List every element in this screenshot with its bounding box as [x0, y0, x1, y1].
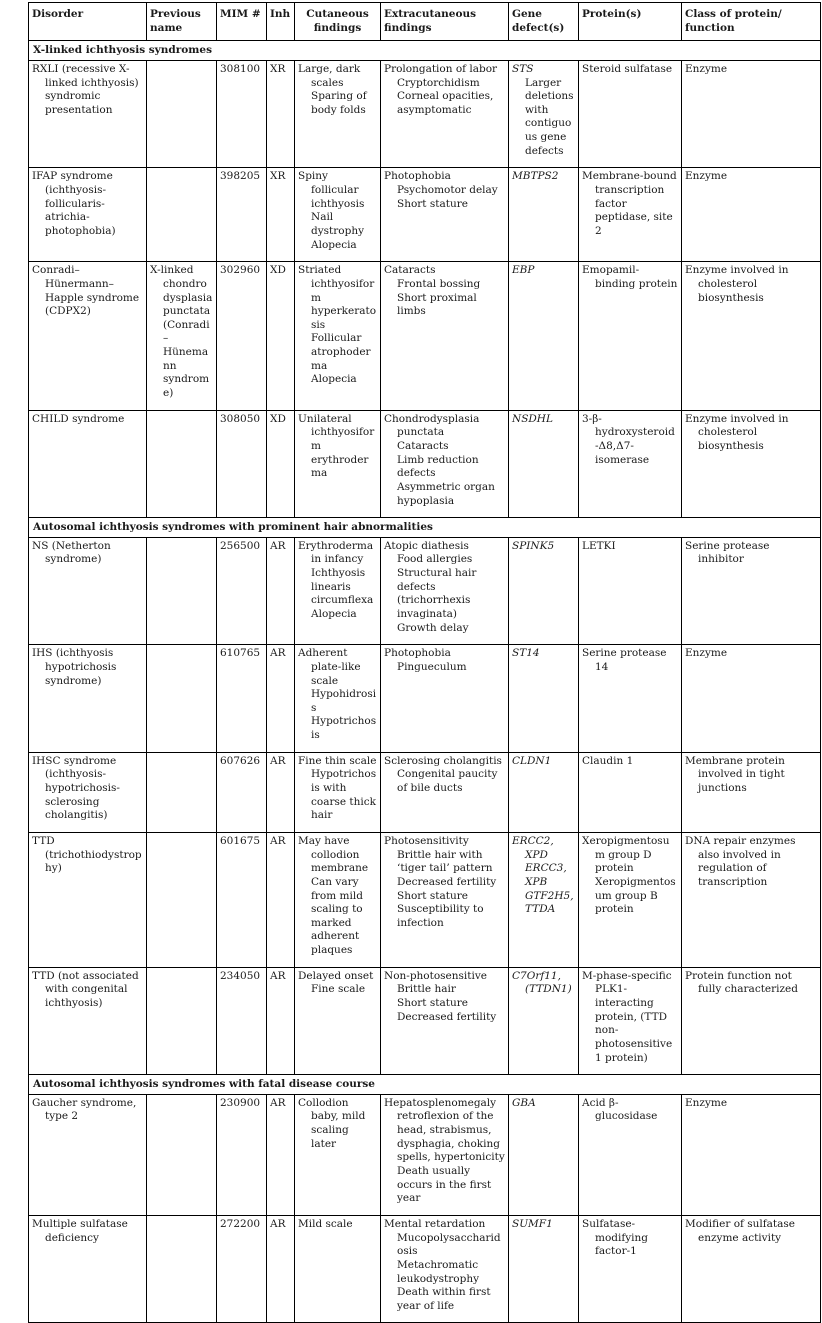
cell-disorder: [29, 262, 147, 410]
cell-cutaneous: [295, 645, 381, 752]
extracutaneous-entry: Structural hair defects (trichorrhexis invaginata): [397, 567, 477, 620]
extracutaneous-entry: Short stature: [397, 889, 468, 902]
cutaneous-entry: Collodion baby, mild scaling later: [298, 1096, 366, 1150]
cell-genes: [509, 645, 579, 752]
column-header-extracutaneous: Extracutaneous findings: [381, 3, 509, 41]
cell-inh: AR: [267, 1215, 295, 1322]
extracutaneous-entry: Asymmetric organ hypoplasia: [397, 480, 495, 507]
cell-extracutaneous: [381, 262, 509, 410]
cutaneous-entry: Fine thin scale: [298, 754, 377, 767]
column-header-disorder: Disorder: [29, 3, 147, 41]
cell-inh: AR: [267, 645, 295, 752]
disorder-entry: Conradi–Hünermann–Happle syndrome (CDPX2): [32, 264, 140, 318]
extracutaneous-entry: Hepatosplenomegaly: [384, 1096, 497, 1109]
cutaneous-entry: Alopecia: [311, 373, 357, 386]
protein_class-entry: Serine protease inhibitor: [685, 539, 770, 566]
extracutaneous-entry: Cryptorchidism: [397, 76, 480, 89]
cell-disorder: [29, 645, 147, 752]
extracutaneous-entry: Limb reduction defects: [397, 453, 479, 480]
cell-cutaneous: [295, 1215, 381, 1322]
cell-inh: XR: [267, 168, 295, 262]
section-title: X-linked ichthyosis syndromes: [29, 41, 821, 61]
extracutaneous-entry: Chondrodysplasia punctata: [384, 412, 480, 439]
cell-extracutaneous: [381, 1215, 509, 1322]
extracutaneous-entry: Short proximal limbs: [397, 291, 477, 318]
column-header-proteins: Protein(s): [579, 3, 682, 41]
cutaneous-entry: Can vary from mild scaling to marked adherent plaques: [311, 875, 363, 957]
extracutaneous-entry: Photophobia: [384, 170, 451, 183]
extracutaneous-entry: Sclerosing cholangitis: [384, 754, 502, 767]
genes-entry: ERCC2, XPD: [512, 834, 554, 861]
cell-cutaneous: [295, 262, 381, 410]
cell-mim: 256500: [217, 537, 267, 644]
cell-previous: [147, 1094, 217, 1215]
cell-genes: [509, 410, 579, 517]
cutaneous-entry: Hypotrichosis with coarse thick hair: [311, 768, 377, 822]
cell-inh: XD: [267, 262, 295, 410]
disorder-entry: TTD (trichothiodystrophy): [32, 834, 142, 875]
table-row: [29, 967, 821, 1074]
cell-protein_class: [682, 645, 821, 752]
cell-genes: [509, 967, 579, 1074]
cell-proteins: [579, 1094, 682, 1215]
proteins-entry: Emopamil-binding protein: [582, 264, 678, 290]
extracutaneous-entry: Photophobia: [384, 647, 451, 660]
proteins-entry: Steroid sulfatase: [582, 62, 673, 75]
extracutaneous-entry: Decreased fertility: [397, 875, 497, 888]
cutaneous-entry: Striated ichthyosiform hyperkeratosis: [298, 264, 377, 331]
disorder-entry: NS (Netherton syndrome): [32, 539, 111, 566]
genes-entry: STS: [512, 62, 534, 75]
table-row: [29, 645, 821, 752]
table-row: [29, 60, 821, 167]
disorder-entry: CHILD syndrome: [32, 412, 125, 425]
column-header-mim: MIM #: [217, 3, 267, 41]
extracutaneous-entry: Photosensitivity: [384, 834, 469, 847]
cell-protein_class: [682, 168, 821, 262]
cell-inh: AR: [267, 832, 295, 967]
cell-inh: XD: [267, 410, 295, 517]
cell-inh: AR: [267, 752, 295, 832]
cell-cutaneous: [295, 60, 381, 167]
disorder-entry: TTD (not associated with congenital ichthyosis): [32, 969, 139, 1009]
protein_class-entry: Enzyme: [685, 170, 728, 183]
extracutaneous-entry: Metachromatic leukodystrophy: [397, 1258, 480, 1285]
cutaneous-entry: Alopecia: [311, 238, 357, 251]
cell-genes: [509, 1215, 579, 1322]
cell-previous: [147, 262, 217, 410]
genes-entry: GBA: [512, 1096, 536, 1109]
section-header-row: [29, 1075, 821, 1095]
extracutaneous-entry: Pingueculum: [397, 660, 467, 673]
cell-inh: AR: [267, 537, 295, 644]
protein_class-entry: Enzyme involved in cholesterol biosynthesis: [685, 264, 789, 304]
disorder-entry: IFAP syndrome (ichthyosis-follicularis-atrichia-photophobia): [32, 170, 116, 237]
cutaneous-entry: Unilateral ichthyosiform erythroderma: [298, 412, 375, 480]
extracutaneous-entry: Prolongation of labor: [384, 62, 498, 75]
table-row: [29, 410, 821, 517]
cell-proteins: [579, 752, 682, 832]
proteins-entry: Claudin 1: [582, 754, 634, 767]
table-header: [29, 3, 821, 41]
protein_class-entry: Modifier of sulfatase enzyme activity: [685, 1217, 796, 1244]
extracutaneous-entry: Non-photosensitive: [384, 969, 488, 982]
cell-extracutaneous: [381, 1094, 509, 1215]
cell-mim: 234050: [217, 967, 267, 1074]
cell-inh: XR: [267, 60, 295, 167]
section-title: Autosomal ichthyosis syndromes with prominent hair abnormalities: [29, 518, 821, 538]
cutaneous-entry: Large, dark scales: [298, 62, 361, 89]
cutaneous-entry: Follicular atrophoderma: [311, 332, 371, 372]
protein_class-entry: Membrane protein involved in tight junctions: [685, 754, 785, 795]
genes-entry: C7Orf11,: [512, 969, 561, 982]
cell-mim: 601675: [217, 832, 267, 967]
proteins-entry: Serine protease 14: [582, 647, 667, 673]
cell-previous: [147, 1215, 217, 1322]
cell-proteins: [579, 645, 682, 752]
section-header-row: [29, 518, 821, 538]
cell-proteins: [579, 410, 682, 517]
cell-previous: [147, 60, 217, 167]
extracutaneous-entry: Death usually occurs in the first year: [397, 1165, 492, 1205]
extracutaneous-entry: Psychomotor delay: [397, 184, 498, 197]
cell-protein_class: [682, 262, 821, 410]
extracutaneous-entry: Frontal bossing: [397, 277, 481, 290]
cutaneous-entry: May have collodion membrane: [298, 834, 369, 875]
cell-protein_class: [682, 60, 821, 167]
cell-protein_class: [682, 537, 821, 644]
cell-cutaneous: [295, 967, 381, 1074]
proteins-entry: M-phase-specific PLK1-interacting protein, (TTD non-photosensitive 1 protein): [582, 969, 673, 1064]
cell-inh: AR: [267, 967, 295, 1074]
table-row: [29, 168, 821, 262]
cell-disorder: [29, 60, 147, 167]
protein_class-entry: Enzyme: [685, 1096, 728, 1109]
cell-extracutaneous: [381, 967, 509, 1074]
cell-genes: [509, 832, 579, 967]
cutaneous-entry: Sparing of body folds: [311, 90, 367, 116]
cell-disorder: [29, 410, 147, 517]
cell-cutaneous: [295, 752, 381, 832]
extracutaneous-entry: Death within first year of life: [397, 1286, 491, 1312]
extracutaneous-entry: retroflexion of the head, strabismus, dysphagia, choking spells, hypertonicity: [397, 1110, 505, 1164]
genes-entry: ST14: [512, 647, 540, 660]
extracutaneous-entry: Brittle hair: [397, 983, 456, 996]
cell-cutaneous: [295, 832, 381, 967]
cutaneous-entry: Alopecia: [311, 607, 357, 620]
genes-entry: CLDN1: [512, 754, 552, 767]
table-row: [29, 1094, 821, 1215]
genes-entry: SPINK5: [512, 539, 555, 552]
table-row: [29, 752, 821, 832]
cell-previous: [147, 967, 217, 1074]
genes-entry: (TTDN1): [525, 983, 572, 996]
protein_class-entry: DNA repair enzymes also involved in regulation of transcription: [685, 834, 796, 888]
column-header-previous: Previous name: [147, 3, 217, 41]
disorder-entry: IHSC syndrome (ichthyosis-hypotrichosis-sclerosing cholangitis): [32, 754, 120, 822]
cell-mim: 308050: [217, 410, 267, 517]
column-header-cutaneous: Cutaneous findings: [295, 3, 381, 41]
cutaneous-entry: Hypotrichosis: [311, 715, 377, 742]
extracutaneous-entry: Food allergies: [397, 553, 473, 566]
table-row: [29, 832, 821, 967]
cell-proteins: [579, 1215, 682, 1322]
disorder-entry: RXLI (recessive X-linked ichthyosis) syndromic presentation: [32, 62, 139, 116]
cell-mim: 308100: [217, 60, 267, 167]
cell-genes: [509, 262, 579, 410]
cell-previous: [147, 410, 217, 517]
extracutaneous-entry: Cataracts: [397, 439, 449, 452]
cell-genes: [509, 1094, 579, 1215]
cell-mim: 230900: [217, 1094, 267, 1215]
table-row: [29, 262, 821, 410]
extracutaneous-entry: Short stature: [397, 997, 468, 1009]
cell-protein_class: [682, 410, 821, 517]
cutaneous-entry: Adherent plate-like scale: [298, 647, 361, 687]
cell-disorder: [29, 1215, 147, 1322]
cell-protein_class: [682, 832, 821, 967]
cell-extracutaneous: [381, 645, 509, 752]
protein_class-entry: Enzyme: [685, 647, 728, 660]
cell-mim: 607626: [217, 752, 267, 832]
cell-proteins: [579, 168, 682, 262]
cell-proteins: [579, 262, 682, 410]
proteins-entry: Xeropigmentosum group B protein: [595, 875, 676, 916]
protein_class-entry: Enzyme: [685, 62, 728, 75]
previous-entry: X-linked chondrodysplasia punctata (Conradi–Hünemann syndrome): [150, 264, 213, 400]
column-header-genes: Gene defect(s): [509, 3, 579, 41]
cell-proteins: [579, 832, 682, 967]
cell-protein_class: [682, 1215, 821, 1322]
cell-extracutaneous: [381, 168, 509, 262]
cell-protein_class: [682, 1094, 821, 1215]
genes-entry: GTF2H5, TTDA: [525, 889, 574, 916]
cell-genes: [509, 168, 579, 262]
cell-mim: 272200: [217, 1215, 267, 1322]
cell-disorder: [29, 537, 147, 644]
genes-entry: SUMF1: [512, 1217, 553, 1230]
cell-inh: AR: [267, 1094, 295, 1215]
cutaneous-entry: Erythroderma in infancy: [298, 539, 374, 566]
protein_class-entry: Enzyme involved in cholesterol biosynthesis: [685, 412, 789, 452]
cell-protein_class: [682, 967, 821, 1074]
proteins-entry: Membrane-bound transcription factor peptidase, site 2: [582, 170, 677, 237]
extracutaneous-entry: Corneal opacities, asymptomatic: [397, 90, 494, 116]
ichthyosis-syndromes-table: [28, 2, 821, 1323]
cutaneous-entry: Nail dystrophy: [311, 211, 365, 237]
genes-entry: ERCC3, XPB: [525, 862, 567, 888]
cell-previous: [147, 537, 217, 644]
cell-proteins: [579, 967, 682, 1074]
proteins-entry: 3-β-hydroxysteroid-Δ8,Δ7-isomerase: [582, 412, 675, 466]
cell-previous: [147, 645, 217, 752]
proteins-entry: Xeropigmentosum group D protein: [582, 834, 670, 875]
cell-proteins: [579, 537, 682, 644]
cell-extracutaneous: [381, 60, 509, 167]
extracutaneous-entry: Susceptibility to infection: [397, 903, 484, 929]
proteins-entry: Sulfatase-modifying factor-1: [582, 1217, 649, 1258]
cell-cutaneous: [295, 410, 381, 517]
cutaneous-entry: Spiny follicular ichthyosis: [298, 170, 365, 210]
extracutaneous-entry: Mucopolysaccharidosis: [397, 1231, 501, 1258]
cell-cutaneous: [295, 537, 381, 644]
syndrome-table-container: [28, 2, 820, 1323]
disorder-entry: Gaucher syndrome, type 2: [32, 1096, 137, 1123]
extracutaneous-entry: Cataracts: [384, 264, 436, 277]
disorder-entry: Multiple sulfatase deficiency: [32, 1217, 128, 1244]
cutaneous-entry: Fine scale: [311, 983, 366, 996]
protein_class-entry: Protein function not fully characterized: [685, 969, 798, 996]
table-body: [29, 41, 821, 1323]
cell-genes: [509, 752, 579, 832]
cell-disorder: [29, 832, 147, 967]
table-header-row: [29, 3, 821, 41]
extracutaneous-entry: Brittle hair with ‘tiger tail’ pattern: [397, 848, 493, 875]
cell-protein_class: [682, 752, 821, 832]
cell-genes: [509, 60, 579, 167]
cell-cutaneous: [295, 1094, 381, 1215]
genes-entry: NSDHL: [512, 412, 553, 425]
proteins-entry: Acid β-glucosidase: [582, 1096, 658, 1123]
genes-entry: EBP: [512, 264, 535, 277]
cutaneous-entry: Mild scale: [298, 1217, 353, 1230]
extracutaneous-entry: Atopic diathesis: [384, 539, 469, 552]
section-title: Autosomal ichthyosis syndromes with fatal disease course: [29, 1075, 821, 1095]
genes-entry: Larger deletions with contiguous gene defects: [525, 76, 574, 157]
cell-mim: 302960: [217, 262, 267, 410]
table-row: [29, 537, 821, 644]
disorder-entry: IHS (ichthyosis hypotrichosis syndrome): [32, 647, 117, 687]
extracutaneous-entry: Growth delay: [397, 621, 469, 634]
cell-extracutaneous: [381, 410, 509, 517]
cell-genes: [509, 537, 579, 644]
cutaneous-entry: Delayed onset: [298, 969, 374, 982]
cell-previous: [147, 832, 217, 967]
cell-previous: [147, 752, 217, 832]
cell-extracutaneous: [381, 832, 509, 967]
column-header-protein_class: Class of protein/ function: [682, 3, 821, 41]
section-header-row: [29, 41, 821, 61]
extracutaneous-entry: Congenital paucity of bile ducts: [397, 768, 498, 795]
extracutaneous-entry: Decreased fertility: [397, 1010, 497, 1023]
cell-extracutaneous: [381, 537, 509, 644]
cell-disorder: [29, 967, 147, 1074]
cell-disorder: [29, 168, 147, 262]
extracutaneous-entry: Mental retardation: [384, 1217, 486, 1230]
cell-previous: [147, 168, 217, 262]
cell-disorder: [29, 1094, 147, 1215]
table-row: [29, 1215, 821, 1322]
proteins-entry: LETKI: [582, 539, 616, 552]
cell-disorder: [29, 752, 147, 832]
cell-mim: 610765: [217, 645, 267, 752]
cell-extracutaneous: [381, 752, 509, 832]
cutaneous-entry: Ichthyosis linearis circumflexa: [311, 567, 374, 607]
cell-mim: 398205: [217, 168, 267, 262]
column-header-inh: Inh: [267, 3, 295, 41]
extracutaneous-entry: Short stature: [397, 197, 468, 210]
cell-cutaneous: [295, 168, 381, 262]
genes-entry: MBTPS2: [512, 170, 559, 183]
cell-proteins: [579, 60, 682, 167]
cutaneous-entry: Hypohidrosis: [311, 688, 377, 714]
